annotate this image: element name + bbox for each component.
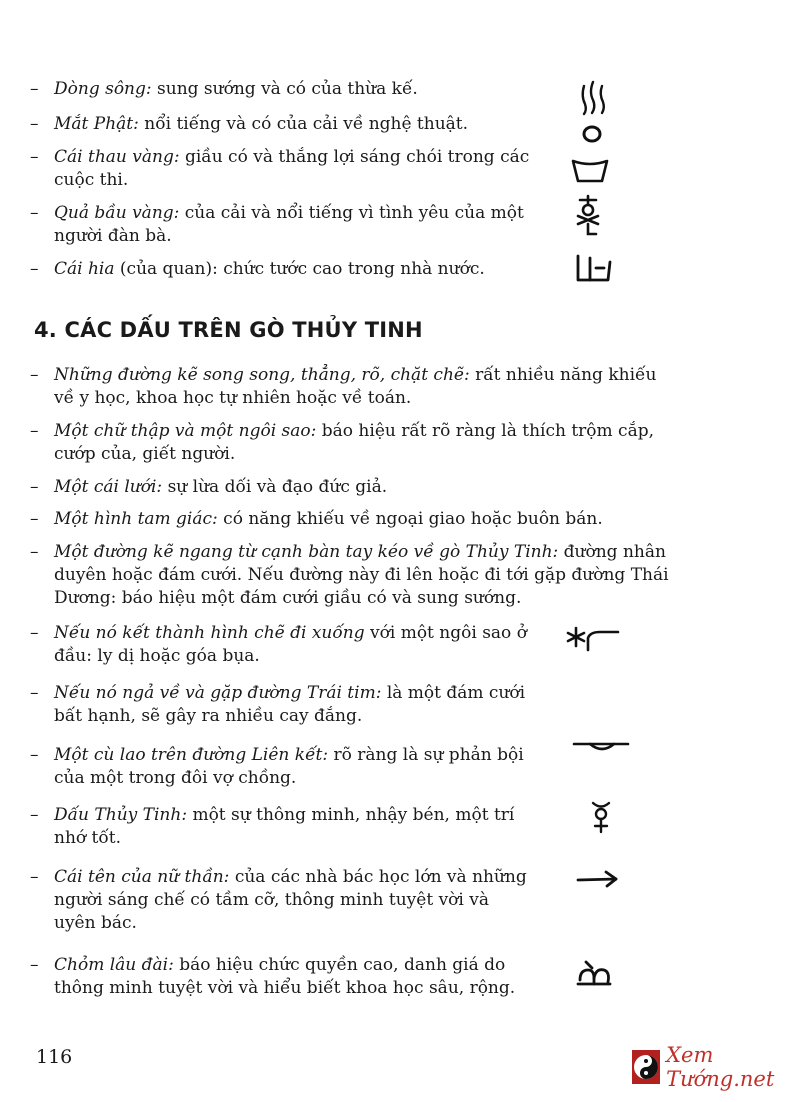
entry-term: Những đường kẽ song song, thẳng, rõ, chặt chẽ: — [54, 365, 470, 385]
list-item — [30, 804, 530, 850]
entry-term: Nếu nó ngả về và gặp đường Trái tim: — [54, 683, 382, 703]
page-number: 116 — [36, 1046, 73, 1068]
entry-description: (của quan): chức tước cao trong nhà nước. — [114, 259, 485, 279]
entry-description: với một ngôi sao ở đầu: ly dị hoặc góa bụa. — [54, 623, 527, 666]
entry-term: Một đường kẽ ngang từ cạnh bàn tay kéo về gò Thủy Tinh: — [54, 542, 559, 562]
list-dash: – — [30, 203, 39, 223]
entry-description: sung sướng và có của thừa kế. — [151, 79, 418, 99]
golden-basin-icon — [570, 157, 610, 185]
list-dash: – — [30, 955, 39, 975]
mercury-sign-icon — [588, 800, 614, 834]
list-dash: – — [30, 623, 39, 643]
list-item — [30, 866, 530, 935]
entry-term: Cái thau vàng: — [54, 147, 180, 167]
entry-description: rõ ràng là sự phản bội của một trong đôi vợ chồng. — [54, 745, 524, 788]
entry-description: rất nhiều năng khiếu về y học, khoa học tự nhiên hoặc về toán. — [54, 365, 657, 408]
golden-gourd-icon — [574, 194, 604, 236]
list-dash: – — [30, 147, 39, 167]
list-dash: – — [30, 259, 39, 279]
entry-term: Cái tên của nữ thần: — [54, 867, 230, 887]
watermark — [632, 1043, 800, 1091]
entry-description: sự lừa dối và đạo đức giả. — [162, 477, 388, 497]
entry-description: báo hiệu chức quyền cao, danh giá do thông minh tuyệt vời và hiểu biết khoa học sâu, rộng. — [54, 955, 516, 998]
entry-description: báo hiệu rất rõ ràng là thích trộm cắp, cướp của, giết người. — [54, 421, 655, 464]
list-dash: – — [30, 477, 39, 497]
list-item — [30, 146, 530, 192]
entry-term: Chỏm lâu đài: — [54, 955, 174, 975]
list-item — [30, 622, 530, 668]
official-boot-icon — [574, 252, 614, 286]
entry-term: Một cù lao trên đường Liên kết: — [54, 745, 329, 765]
entry-term: Nếu nó kết thành hình chẽ đi xuống — [54, 623, 365, 643]
list-dash: – — [30, 867, 39, 887]
list-item — [30, 258, 530, 281]
list-dash: – — [30, 79, 39, 99]
entry-description: giầu có và thắng lợi sáng chói trong các cuộc thi. — [54, 147, 530, 190]
list-dash: – — [30, 542, 39, 562]
list-item — [30, 113, 530, 136]
castle-top-icon — [576, 958, 612, 988]
entry-term: Cái hia — [54, 259, 115, 279]
list-dash: – — [30, 805, 39, 825]
list-dash: – — [30, 683, 39, 703]
list-item — [30, 682, 530, 728]
entry-description: của các nhà bác học lớn và những người sáng chế có tầm cỡ, thông minh tuyệt vời và uyên bác. — [54, 867, 527, 933]
entry-term: Dòng sông: — [54, 79, 152, 99]
entry-description: có năng khiếu về ngoại giao hoặc buôn bán. — [217, 509, 603, 529]
entry-term: Mắt Phật: — [54, 114, 139, 134]
entry-term: Một hình tam giác: — [54, 509, 218, 529]
list-dash: – — [30, 421, 39, 441]
goddess-arrow-icon — [576, 868, 620, 890]
star-fork-icon — [566, 624, 622, 652]
entry-description: nổi tiếng và có của cải về nghệ thuật. — [138, 114, 469, 134]
river-lines-icon — [578, 80, 608, 116]
list-item — [30, 420, 670, 466]
list-item — [30, 476, 670, 499]
buddha-eye-icon — [579, 122, 605, 146]
yin-yang-icon — [632, 1050, 660, 1084]
watermark-text: Xem Tướng.net — [666, 1043, 775, 1091]
list-item — [30, 508, 670, 531]
entry-term: Dấu Thủy Tinh: — [54, 805, 188, 825]
entry-description: của cải và nổi tiếng vì tình yêu của một người đàn bà. — [54, 203, 524, 246]
entry-description: một sự thông minh, nhậy bén, một trí nhớ tốt. — [54, 805, 515, 848]
entry-term: Quả bầu vàng: — [54, 203, 180, 223]
list-item — [30, 541, 670, 610]
list-item — [30, 78, 530, 101]
island-line-icon — [572, 738, 630, 760]
list-item — [30, 364, 670, 410]
list-item — [30, 202, 530, 248]
entry-description: là một đám cưới bất hạnh, sẽ gây ra nhiều cay đắng. — [54, 683, 526, 726]
list-item — [30, 744, 530, 790]
entry-description: đường nhân duyên hoặc đám cưới. Nếu đường này đi lên hoặc đi tới gặp đường Thái Dương: báo hiệu một đám cưới giầu có và sung sướng. — [54, 542, 669, 608]
entry-term: Một chữ thập và một ngôi sao: — [54, 421, 317, 441]
list-item — [30, 954, 530, 1000]
entry-term: Một cái lưới: — [54, 477, 163, 497]
list-dash: – — [30, 509, 39, 529]
section-title: 4. CÁC DẤU TRÊN GÒ THỦY TINH — [34, 318, 423, 342]
list-dash: – — [30, 365, 39, 385]
list-dash: – — [30, 745, 39, 765]
list-dash: – — [30, 114, 39, 134]
